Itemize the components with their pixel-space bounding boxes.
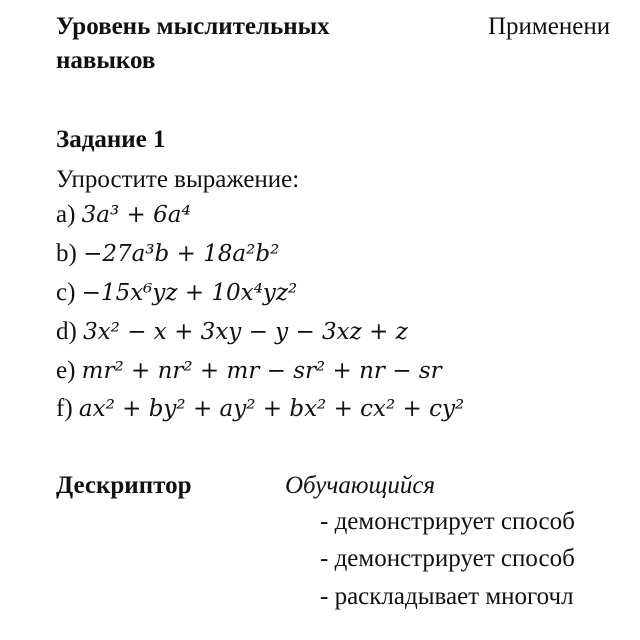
task-item-letter: b) <box>56 240 77 267</box>
task-item-a <box>56 201 191 229</box>
task-item-e <box>56 357 442 385</box>
task-item-letter: f) <box>56 395 73 422</box>
task-item-expression: 3a³ + 6a⁴ <box>81 202 191 228</box>
task-item-expression: −15x⁶yz + 10x⁴yz² <box>81 280 298 306</box>
thinking-level-label-line2: навыков <box>56 47 156 74</box>
task-item-c <box>56 279 297 307</box>
task-title: Задание 1 <box>56 126 166 153</box>
descriptor-point: - демонстрирует способ <box>320 545 575 572</box>
task-instruction: Упростите выражение: <box>56 166 300 193</box>
task-item-f <box>56 395 464 423</box>
task-item-letter: c) <box>56 279 76 306</box>
task-item-letter: d) <box>56 318 77 345</box>
task-item-b <box>56 240 279 268</box>
task-item-expression: −27a³b + 18a²b² <box>83 241 280 267</box>
thinking-level-value: Применени <box>488 13 611 40</box>
descriptor-label: Дескриптор <box>56 472 192 499</box>
descriptor-point: - демонстрирует способ <box>320 508 575 535</box>
thinking-level-label-line1: Уровень мыслительных <box>56 13 330 40</box>
task-item-expression: mr² + nr² + mr − sr² + nr − sr <box>81 358 442 384</box>
descriptor-point: - раскладывает многочл <box>320 583 574 610</box>
task-item-letter: a) <box>56 201 76 228</box>
task-item-letter: e) <box>56 357 76 384</box>
task-item-expression: ax² + by² + ay² + bx² + cx² + cy² <box>78 396 465 422</box>
descriptor-subject: Обучающийся <box>285 472 436 499</box>
thinking-level-label <box>56 10 330 78</box>
task-item-expression: 3x² − x + 3xy − y − 3xz + z <box>83 319 408 345</box>
task-item-d <box>56 318 408 346</box>
